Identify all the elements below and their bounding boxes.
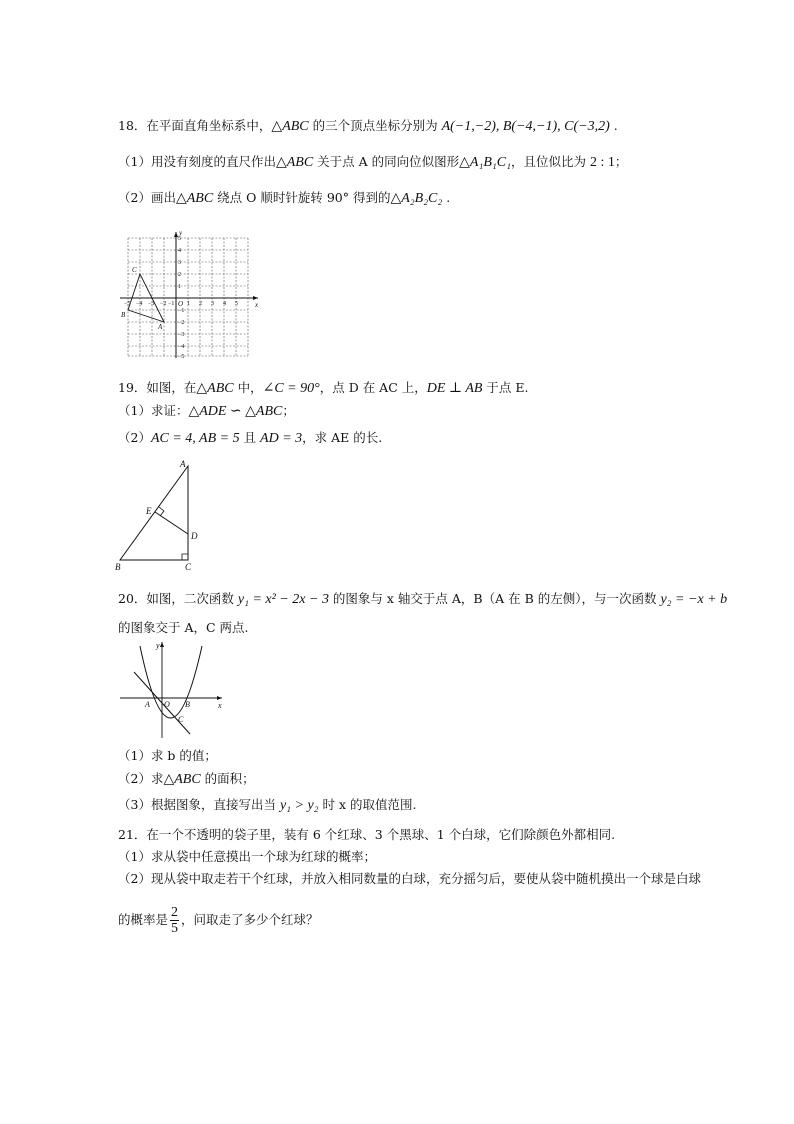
x-axis-label: x xyxy=(255,301,259,309)
tick-x-3: 3 xyxy=(211,301,214,307)
q18-grid-figure xyxy=(118,228,264,360)
tick-y-neg5: −5 xyxy=(178,354,185,360)
tick-y-neg4: −4 xyxy=(178,344,185,350)
x-axis-label: x xyxy=(218,701,222,710)
origin-label: O xyxy=(178,300,184,308)
grid-lines xyxy=(128,238,248,356)
triangle-abc xyxy=(120,466,188,560)
label-c: C xyxy=(178,715,184,724)
tick-y-5: 5 xyxy=(178,236,181,242)
q19-part2: （2）AC = 4, AB = 5 且 AD = 3，求 AE 的长. xyxy=(118,430,383,446)
label-a: A xyxy=(158,323,163,331)
q21-part1: （1）求从袋中任意摸出一个球为红球的概率； xyxy=(118,849,376,864)
tick-x-neg3: −3 xyxy=(148,301,155,307)
tick-x-4: 4 xyxy=(223,301,226,307)
label-a: A xyxy=(145,700,150,709)
label-b: B xyxy=(115,562,121,572)
segment-de xyxy=(155,512,188,534)
tick-y-4: 4 xyxy=(178,248,181,254)
tick-x-neg4: −4 xyxy=(136,301,143,307)
q20-graph-figure xyxy=(118,640,228,740)
tick-x-neg5: −5 xyxy=(124,301,131,307)
tick-x-neg2: −2 xyxy=(160,301,167,307)
tick-y-2: 2 xyxy=(178,272,181,278)
tick-x-5: 5 xyxy=(235,301,238,307)
q21-stem: 21．在一个不透明的袋子里，装有 6 个红球、3 个黑球、1 个白球，它们除颜色外都相同. xyxy=(118,827,616,842)
label-e: E xyxy=(146,506,152,516)
label-a: A xyxy=(180,459,186,469)
tick-y-3: 3 xyxy=(178,260,181,266)
fraction-two-fifths: $\frac{2}{5}$ xyxy=(171,905,179,936)
label-c: C xyxy=(185,562,192,572)
q20-stem-line2: 的图象交于 A，C 两点. xyxy=(118,620,249,635)
q21-part2-cont: 的概率是 $\frac{2}{5}$ ，问取走了多少个红球？ xyxy=(118,905,319,936)
tick-y-neg3: −3 xyxy=(178,332,185,338)
q19-triangle-figure xyxy=(112,458,202,572)
q18-stem: 18．在平面直角坐标系中，△ABC 的三个顶点坐标分别为 A(−1,−2), B(−4,−1), C(−3,2) . xyxy=(118,118,618,134)
label-d: D xyxy=(191,531,198,541)
tick-x-2: 2 xyxy=(199,301,202,307)
tick-y-neg2: −2 xyxy=(178,320,185,326)
tick-y-1: 1 xyxy=(178,284,181,290)
label-c: C xyxy=(132,266,137,274)
q18-part2: （2）画出△ABC 绕点 O 顺时针旋转 90° 得到的△A₂B₂C₂ . xyxy=(118,190,451,206)
q21-part2: （2）现从袋中取走若干个红球，并放入相同数量的白球，充分摇匀后，要使从袋中随机摸出一个球是白球 xyxy=(118,871,701,886)
q20-part1: （1）求 b 的值； xyxy=(118,748,217,763)
label-b: B xyxy=(185,700,190,709)
y-axis-label: y xyxy=(179,229,183,237)
tick-x-1: 1 xyxy=(187,301,190,307)
y-axis-label: y xyxy=(156,641,160,650)
q18-part1: （1）用没有刻度的直尺作出△ABC 关于点 A 的同向位似图形△A₁B₁C₁，且位似比为 2 : 1； xyxy=(118,154,628,170)
q19-stem: 19．如图，在△ABC 中，∠C = 90°，点 D 在 AC 上，DE ⊥ AB 于点 E. xyxy=(118,380,529,396)
q20-part2: （2）求△ABC 的面积； xyxy=(118,771,255,787)
tick-y-neg1: −1 xyxy=(178,308,185,314)
right-angle-c xyxy=(182,554,188,560)
label-b: B xyxy=(121,311,126,319)
label-o: O xyxy=(164,700,170,709)
q20-part3: （3）根据图象，直接写出当 y₁ > y₂ 时 x 的取值范围. xyxy=(118,797,417,813)
q20-stem: 20．如图，二次函数 y₁ = x² − 2x − 3 的图象与 x 轴交于点 A，B（A 在 B 的左侧），与一次函数 y₂ = −x + b xyxy=(118,591,728,607)
tick-x-neg1: −1 xyxy=(168,301,175,307)
q19-part1: （1）求证：△ADE ∽ △ABC； xyxy=(118,403,295,419)
